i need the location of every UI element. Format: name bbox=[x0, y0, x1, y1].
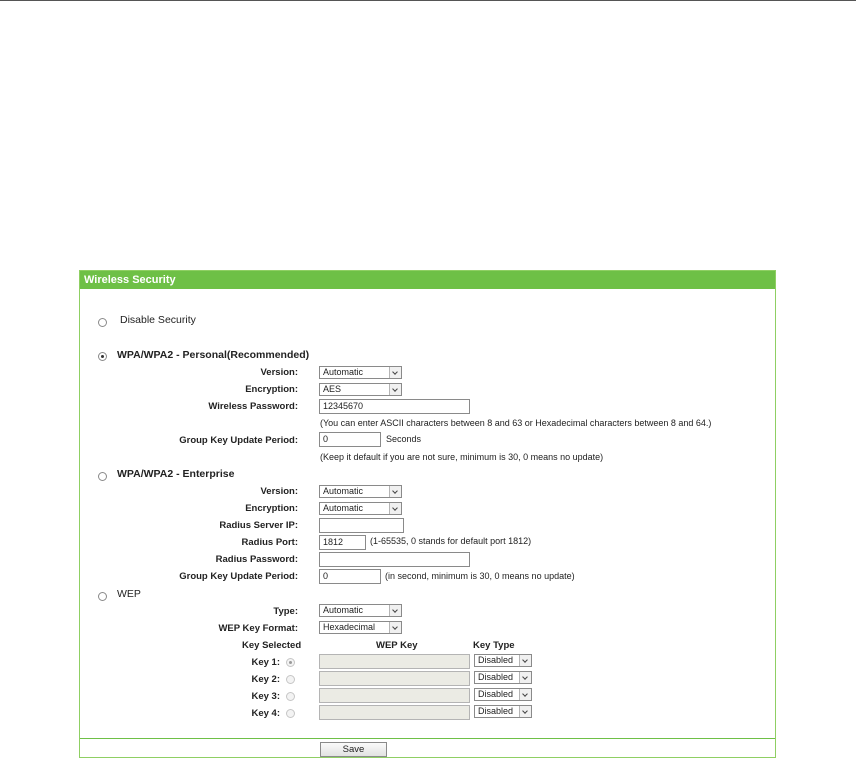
key-type-value: Disabled bbox=[478, 706, 514, 716]
personal-gkup-label: Group Key Update Period: bbox=[179, 435, 298, 446]
key-label: Key 4: bbox=[251, 708, 280, 719]
key-type-value: Disabled bbox=[478, 689, 514, 699]
key-1-radio[interactable] bbox=[286, 658, 295, 667]
wep-radio[interactable] bbox=[98, 592, 107, 601]
wep-type-select[interactable] bbox=[319, 604, 402, 617]
key-1-input[interactable] bbox=[319, 654, 470, 669]
wep-type-label: Type: bbox=[273, 606, 298, 617]
chevron-down-icon bbox=[389, 605, 401, 616]
personal-encryption-value: AES bbox=[323, 384, 342, 394]
radius-server-ip-input[interactable] bbox=[319, 518, 404, 533]
disable-security-radio[interactable] bbox=[98, 318, 107, 327]
enterprise-version-select[interactable] bbox=[319, 485, 402, 498]
col-wep-key: WEP Key bbox=[376, 640, 418, 651]
personal-encryption-label: Encryption: bbox=[245, 384, 298, 395]
key-2-radio[interactable] bbox=[286, 675, 295, 684]
key-2-type-select[interactable] bbox=[474, 671, 532, 684]
personal-version-select[interactable] bbox=[319, 366, 402, 379]
enterprise-encryption-select[interactable] bbox=[319, 502, 402, 515]
top-divider bbox=[0, 0, 856, 1]
enterprise-gkup-input[interactable]: 0 bbox=[319, 569, 381, 584]
personal-gkup-input[interactable]: 0 bbox=[319, 432, 381, 447]
col-key-selected: Key Selected bbox=[242, 640, 302, 651]
wireless-password-label: Wireless Password: bbox=[208, 401, 298, 412]
enterprise-gkup-label: Group Key Update Period: bbox=[179, 571, 298, 582]
chevron-down-icon bbox=[389, 367, 401, 378]
chevron-down-icon bbox=[389, 384, 401, 395]
wireless-password-input[interactable]: 12345670 bbox=[319, 399, 470, 414]
wpa-enterprise-label: WPA/WPA2 - Enterprise bbox=[117, 468, 235, 480]
enterprise-gkup-hint: (in second, minimum is 30, 0 means no update) bbox=[385, 571, 575, 581]
radius-port-input[interactable]: 1812 bbox=[319, 535, 366, 550]
chevron-down-icon bbox=[389, 622, 401, 633]
disable-security-label: Disable Security bbox=[120, 314, 196, 326]
radius-password-input[interactable] bbox=[319, 552, 470, 567]
key-label: Key 3: bbox=[251, 691, 280, 702]
wep-format-label: WEP Key Format: bbox=[218, 623, 298, 634]
personal-encryption-select[interactable] bbox=[319, 383, 402, 396]
save-button[interactable]: Save bbox=[320, 742, 387, 757]
radius-port-label: Radius Port: bbox=[241, 537, 298, 548]
key-4-radio[interactable] bbox=[286, 709, 295, 718]
chevron-down-icon bbox=[519, 689, 531, 700]
wpa-personal-radio[interactable] bbox=[98, 352, 107, 361]
chevron-down-icon bbox=[519, 655, 531, 666]
wep-format-select[interactable] bbox=[319, 621, 402, 634]
footer-divider bbox=[80, 738, 775, 739]
chevron-down-icon bbox=[389, 503, 401, 514]
enterprise-encryption-value: Automatic bbox=[323, 503, 364, 513]
personal-version-label: Version: bbox=[260, 367, 298, 378]
panel-title: Wireless Security bbox=[80, 271, 775, 289]
key-1-type-select[interactable] bbox=[474, 654, 532, 667]
key-label: Key 1: bbox=[251, 657, 280, 668]
enterprise-version-value: Automatic bbox=[323, 486, 364, 496]
chevron-down-icon bbox=[519, 706, 531, 717]
key-type-value: Disabled bbox=[478, 655, 514, 665]
wpa-enterprise-radio[interactable] bbox=[98, 472, 107, 481]
enterprise-version-label: Version: bbox=[260, 486, 298, 497]
key-label: Key 2: bbox=[251, 674, 280, 685]
radius-server-ip-label: Radius Server IP: bbox=[219, 520, 298, 531]
key-3-input[interactable] bbox=[319, 688, 470, 703]
personal-gkup-unit: Seconds bbox=[386, 434, 422, 444]
key-3-radio[interactable] bbox=[286, 692, 295, 701]
key-2-input[interactable] bbox=[319, 671, 470, 686]
chevron-down-icon bbox=[389, 486, 401, 497]
personal-gkup-hint: (Keep it default if you are not sure, minimum is 30, 0 means no update) bbox=[320, 452, 604, 462]
key-3-type-select[interactable] bbox=[474, 688, 532, 701]
password-hint: (You can enter ASCII characters between 8 and 63 or Hexadecimal characters between 8 and 64.) bbox=[320, 418, 712, 428]
wep-label: WEP bbox=[117, 588, 141, 600]
chevron-down-icon bbox=[519, 672, 531, 683]
radius-password-label: Radius Password: bbox=[215, 554, 298, 565]
col-key-type: Key Type bbox=[473, 640, 515, 651]
wpa-personal-label: WPA/WPA2 - Personal(Recommended) bbox=[117, 349, 310, 361]
wep-format-value: Hexadecimal bbox=[323, 622, 376, 632]
radius-port-hint: (1-65535, 0 stands for default port 1812) bbox=[370, 536, 532, 546]
wep-type-value: Automatic bbox=[323, 605, 364, 615]
personal-version-value: Automatic bbox=[323, 367, 364, 377]
wireless-security-panel bbox=[79, 270, 776, 758]
enterprise-encryption-label: Encryption: bbox=[245, 503, 298, 514]
key-4-input[interactable] bbox=[319, 705, 470, 720]
key-4-type-select[interactable] bbox=[474, 705, 532, 718]
key-type-value: Disabled bbox=[478, 672, 514, 682]
